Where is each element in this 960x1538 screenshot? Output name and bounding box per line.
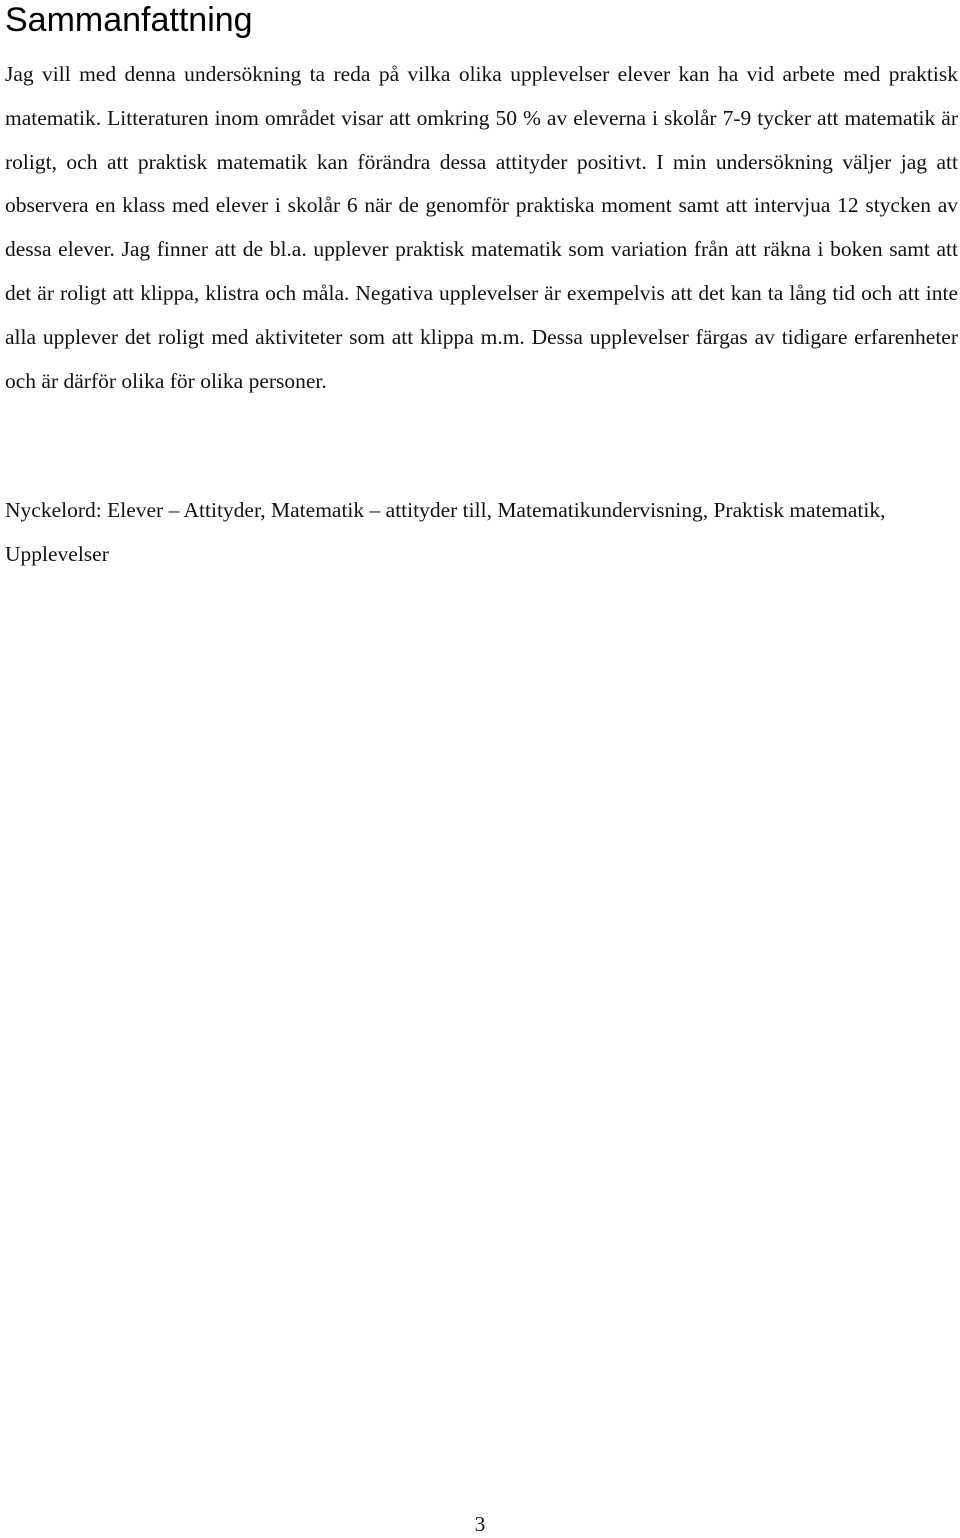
section-heading: Sammanfattning <box>5 1 253 39</box>
keywords-paragraph: Nyckelord: Elever – Attityder, Matematik – attityder till, Matematikundervisning, Praktisk matematik, Upplevelser <box>5 498 886 566</box>
page-number: 3 <box>474 1512 486 1536</box>
abstract-paragraph: Jag vill med denna undersökning ta reda på vilka olika upplevelser elever kan ha vid arbete med praktisk matematik. Litteraturen inom området visar att omkring 50 % av eleverna i skolår 7-9 tycker att matematik är roligt, och att praktisk matematik kan förändra dessa attityder positivt. I min undersökning väljer jag att observera en klass med elever i skolår 6 när de genomför praktiska moment samt att intervjua 12 stycken av dessa elever. Jag finner att de bl.a. upplever praktisk matematik som variation från att räkna i boken samt att det är roligt att klippa, klistra och måla. Negativa upplevelser är exempelvis att det kan ta lång tid och att inte alla upplever det roligt med aktiviteter som att klippa m.m. Dessa upplevelser färgas av tidigare erfarenheter och är därför olika för olika personer. <box>5 62 958 393</box>
